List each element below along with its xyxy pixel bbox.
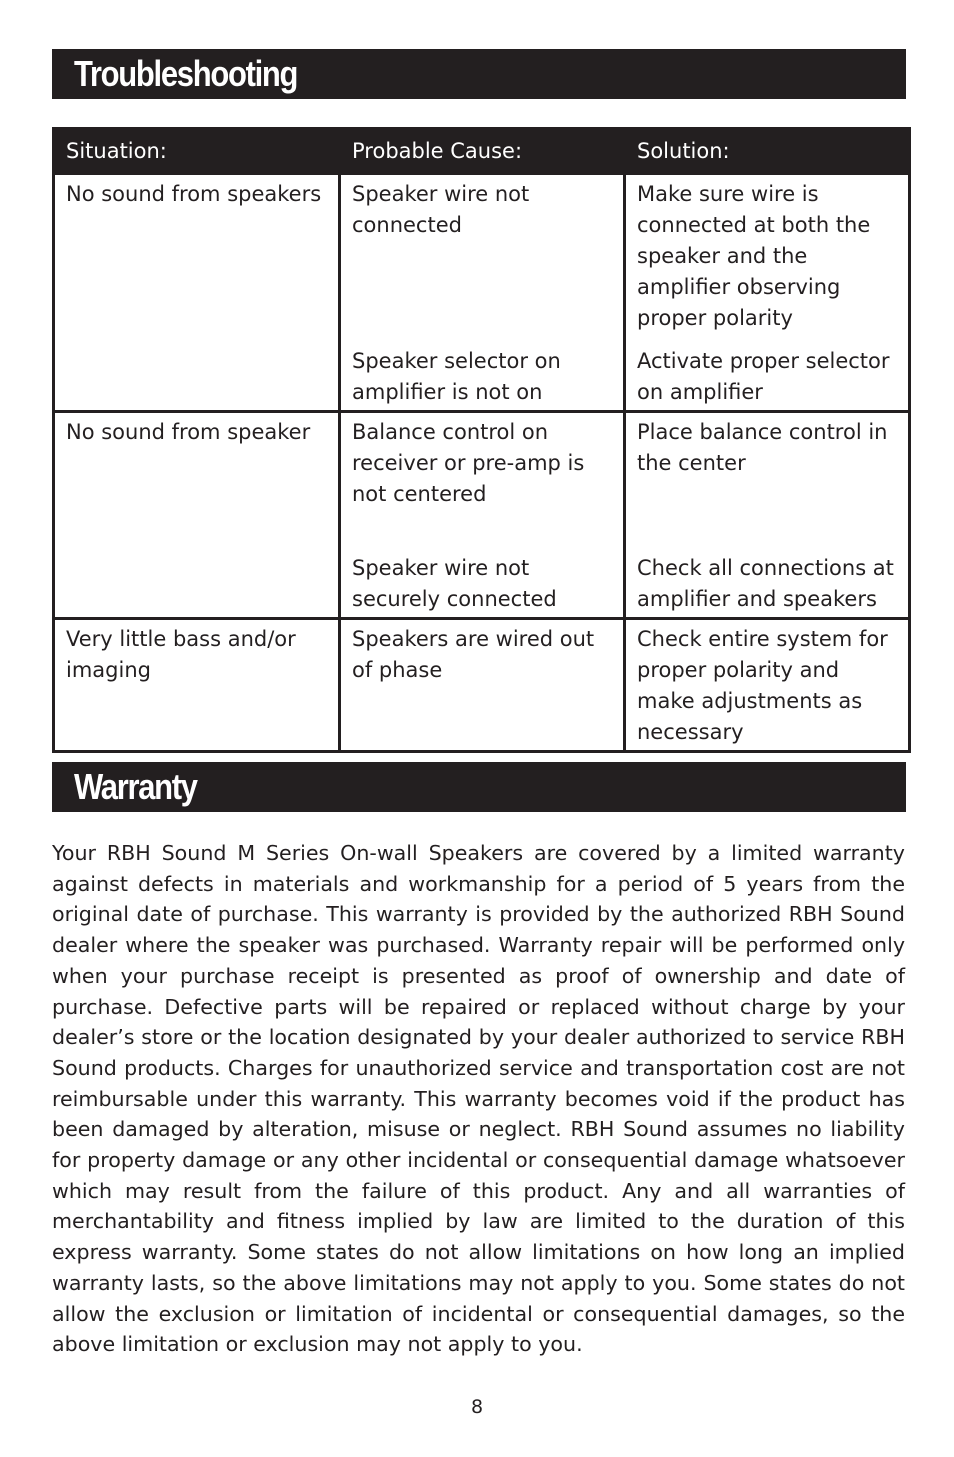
cause-cell <box>340 411 625 553</box>
troubleshooting-header-bar <box>52 49 906 99</box>
header-probable-cause: Probable Cause: <box>340 129 625 174</box>
situation-cell <box>54 619 340 752</box>
header-solution: Solution: <box>625 129 910 174</box>
solution-cell <box>625 174 910 346</box>
situation-text: No sound from speaker <box>66 419 311 444</box>
solution-text: Check entire system for proper polarity and make adjustments as necessary <box>637 627 888 744</box>
table-row <box>54 619 910 752</box>
solution-text: Make sure wire is connected at both the speaker and the amplifier observing proper polarity <box>637 182 871 330</box>
situation-cell <box>54 411 340 619</box>
solution-text: Activate proper selector on amplifier <box>637 348 890 404</box>
cause-cell <box>340 619 625 752</box>
warranty-header-bar <box>52 762 906 812</box>
solution-cell <box>625 346 910 412</box>
situation-text: Very little bass and/or imaging <box>66 627 296 682</box>
table-row <box>54 174 910 346</box>
warranty-body: Your RBH Sound M Series On-wall Speakers are covered by a limited warranty against defects in materials and workmanship for a period of 5 years from the original date of purchase. This warranty is provided by the authorized RBH Sound dealer where the speaker was purchased. Warranty repair will be performed only when your purchase receipt is presented as proof of ownership and date of purchase. Defective parts will be repaired or replaced without charge by your dealer’s store or the location designated by your dealer authorized to service RBH Sound products. Charges for unauthorized service and transportation cost are not reimbursable under this warranty. This warranty becomes void if the product has been damaged by alteration, misuse or neglect. RBH Sound assumes no liability for property damage or any other incidental or consequential damage whatsoever which may result from the failure of this product. Any and all warranties of merchantability and fitness implied by law are limited to the duration of this express warranty. Some states do not allow limitations on how long an implied warranty lasts, so the above limitations may not apply to you. Some states do not allow the exclusion or limitation of incidental or consequential damages, so the above limitation or exclusion may not apply to you. <box>52 841 905 1357</box>
cause-text: Speaker selector on amplifier is not on <box>352 348 561 404</box>
cause-cell <box>340 174 625 346</box>
solution-text: Check all connections at amplifier and speakers <box>637 556 894 611</box>
solution-cell <box>625 553 910 619</box>
cause-text: Speaker wire not securely connected <box>352 556 557 611</box>
situation-cell <box>54 174 340 412</box>
troubleshooting-table <box>52 127 911 753</box>
solution-cell <box>625 411 910 553</box>
warranty-title: Warranty <box>74 766 197 807</box>
solution-cell <box>625 619 910 752</box>
situation-text: No sound from speakers <box>66 182 322 206</box>
solution-text: Place balance control in the center <box>637 419 888 475</box>
cause-text: Balance control on receiver or pre-amp is not centered <box>352 419 585 506</box>
table-header-row <box>54 129 910 174</box>
cause-cell <box>340 553 625 619</box>
cause-text: Speaker wire not connected <box>352 182 530 237</box>
troubleshooting-title: Troubleshooting <box>74 53 298 94</box>
table-row <box>54 411 910 553</box>
cause-cell <box>340 346 625 412</box>
cause-text: Speakers are wired out of phase <box>352 627 595 682</box>
page-number: 8 <box>470 1396 484 1418</box>
header-situation: Situation: <box>54 129 340 174</box>
